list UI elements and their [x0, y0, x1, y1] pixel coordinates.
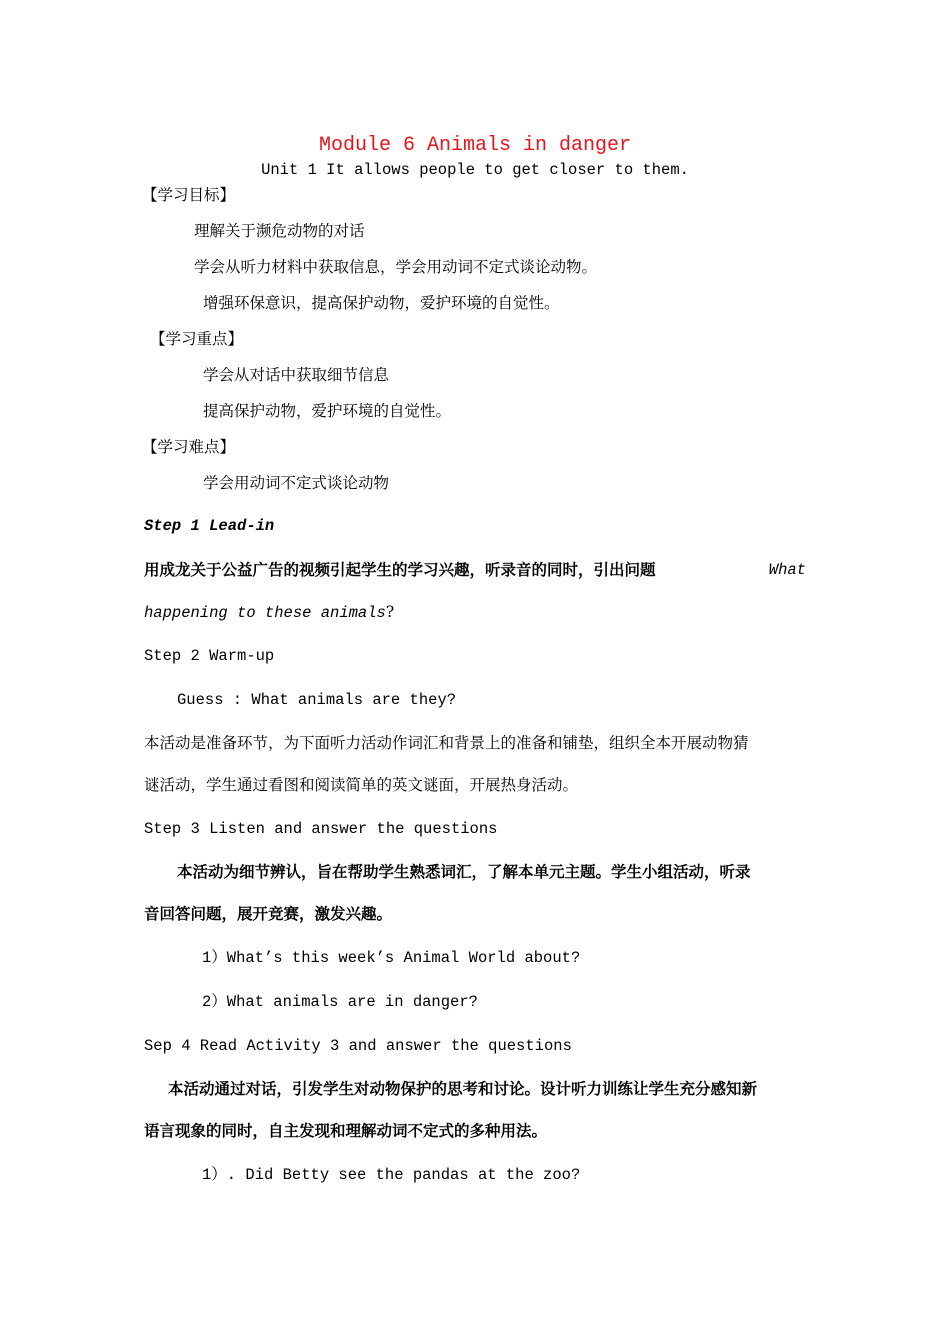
step4-text-line2: 语言现象的同时，自主发现和理解动词不定式的多种用法。 — [144, 1121, 548, 1140]
objective-item: 学会从听力材料中获取信息，学会用动词不定式谈论动物。 — [194, 258, 598, 276]
step1-question — [144, 602, 394, 623]
step4-heading: Sep 4 Read Activity 3 and answer the questions — [144, 1037, 572, 1055]
step3-heading: Step 3 Listen and answer the questions — [144, 820, 498, 838]
step1-description: 用成龙关于公益广告的视频引起学生的学习兴趣，听录音的同时，引出问题 — [144, 560, 656, 579]
step1-question-start: What — [768, 561, 806, 579]
step3-question: 2）What animals are in danger? — [202, 993, 478, 1011]
difficulties-heading: 【学习难点】 — [142, 438, 236, 456]
difficulty-item: 学会用动词不定式谈论动物 — [203, 474, 390, 492]
step2-text-line1: 本活动是准备环节，为下面听力活动作词汇和背景上的准备和铺垫，组织全本开展动物猜 — [144, 734, 749, 752]
unit-subtitle: Unit 1 It allows people to get closer to them. — [261, 161, 689, 179]
step1-heading: Step 1 Lead-in — [144, 517, 275, 535]
module-title: Module 6 Animals in danger — [318, 134, 632, 157]
step3-text-line2: 音回答问题，展开竞赛，激发兴趣。 — [144, 904, 393, 923]
step3-question: 1）What’s this week’s Animal World about? — [202, 949, 581, 967]
step4-question: 1）. Did Betty see the pandas at the zoo? — [202, 1166, 581, 1184]
objective-item: 理解关于濒危动物的对话 — [194, 222, 365, 240]
step2-guess: Guess : What animals are they? — [177, 691, 457, 709]
key-point-item: 提高保护动物，爱护环境的自觉性。 — [203, 402, 452, 420]
question-mark: ? — [385, 603, 395, 621]
key-points-heading: 【学习重点】 — [150, 330, 244, 348]
step2-heading: Step 2 Warm-up — [144, 647, 275, 665]
objectives-heading: 【学习目标】 — [142, 186, 236, 204]
step3-text-line1: 本活动为细节辨认，旨在帮助学生熟悉词汇，了解本单元主题。学生小组活动，听录 — [177, 862, 751, 881]
objective-item: 增强环保意识，提高保护动物，爱护环境的自觉性。 — [203, 294, 560, 312]
key-point-item: 学会从对话中获取细节信息 — [203, 366, 390, 384]
step1-text — [144, 560, 806, 580]
step4-text-line1: 本活动通过对话，引发学生对动物保护的思考和讨论。设计听力训练让学生充分感知新 — [168, 1079, 758, 1098]
step2-text-line2: 谜活动，学生通过看图和阅读简单的英文谜面，开展热身活动。 — [144, 776, 579, 794]
step1-question-rest: happening to these animals — [144, 604, 386, 622]
